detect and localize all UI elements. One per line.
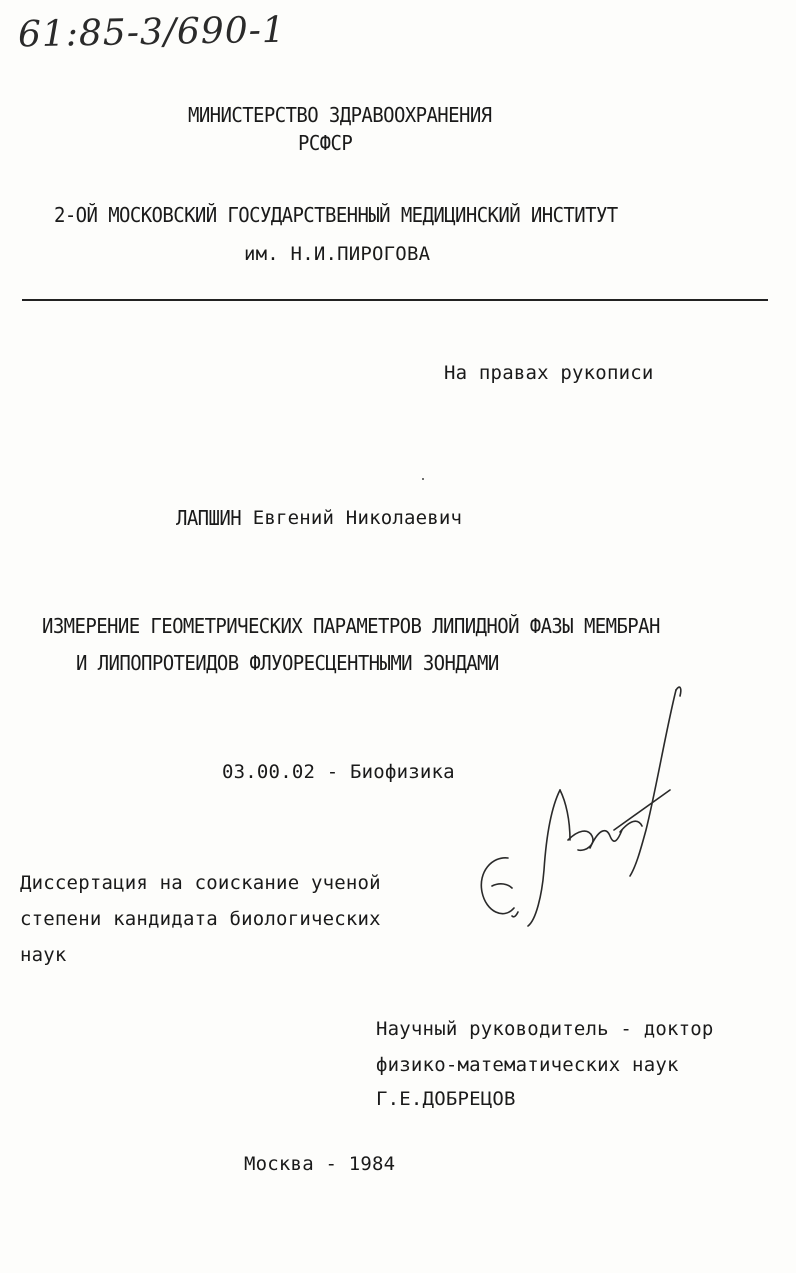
signature-stroke-l-down bbox=[528, 790, 560, 926]
author-surname: ЛАПШИН bbox=[176, 506, 242, 531]
signature-stroke-a bbox=[568, 831, 593, 850]
ministry-line-2: РСФСР bbox=[298, 131, 353, 156]
signature-stroke-e-bar bbox=[492, 884, 512, 888]
signature-stroke-p bbox=[590, 830, 622, 848]
place-year: Москва - 1984 bbox=[244, 1153, 396, 1175]
ministry-line-1: МИНИСТЕРСТВО ЗДРАВООХРАНЕНИЯ bbox=[188, 103, 492, 128]
supervisor-name: Г.Е.ДОБРЕЦОВ bbox=[376, 1088, 516, 1110]
dissertation-line-2: степени кандидата биологических bbox=[20, 908, 381, 930]
signature-stroke-l-top bbox=[560, 790, 570, 840]
signature-dot bbox=[512, 912, 518, 917]
handwritten-signature bbox=[470, 680, 690, 940]
author-line bbox=[176, 506, 463, 531]
institute-line-2: им. Н.И.ПИРОГОВА bbox=[244, 243, 431, 265]
signature-slash bbox=[614, 790, 670, 830]
specialty: 03.00.02 - Биофизика bbox=[222, 761, 455, 783]
institute-line-1: 2-ОЙ МОСКОВСКИЙ ГОСУДАРСТВЕННЫЙ МЕДИЦИНСКИЙ ИНСТИТУТ bbox=[54, 203, 618, 228]
author-name: Евгений Николаевич bbox=[252, 507, 463, 529]
supervisor-line-2: физико-математических наук bbox=[376, 1054, 679, 1076]
manuscript-note: На правах рукописи bbox=[444, 362, 654, 384]
dissertation-line-1: Диссертация на соискание ученой bbox=[20, 872, 381, 894]
dissertation-line-3: наук bbox=[20, 944, 67, 966]
title-line-1: ИЗМЕРЕНИЕ ГЕОМЕТРИЧЕСКИХ ПАРАМЕТРОВ ЛИПИДНОЙ ФАЗЫ МЕМБРАН bbox=[42, 614, 660, 639]
page-speck bbox=[422, 478, 424, 480]
title-line-2: И ЛИПОПРОТЕИДОВ ФЛУОРЕСЦЕНТНЫМИ ЗОНДАМИ bbox=[76, 651, 499, 676]
archive-number-handwritten: 61:85-3/690-1 bbox=[17, 9, 287, 56]
signature-loop-top bbox=[676, 687, 681, 696]
supervisor-line-1: Научный руководитель - доктор bbox=[376, 1018, 714, 1040]
signature-long-stroke bbox=[630, 690, 676, 876]
header-divider bbox=[22, 299, 768, 301]
